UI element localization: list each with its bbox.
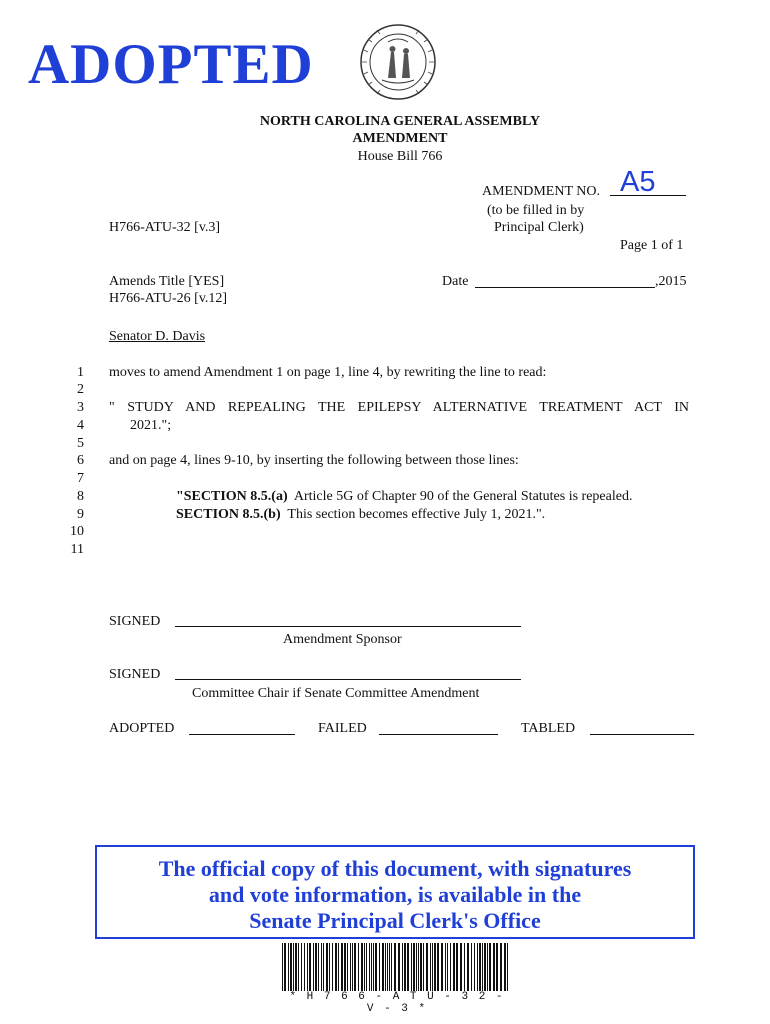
line-number: 5 [77,436,84,451]
barcode-bar [332,943,333,991]
barcode-bar [288,943,289,991]
barcode-bar [379,943,380,991]
barcode-bar [507,943,508,991]
barcode-bar [373,943,374,991]
barcode-text: * H 7 6 6 - A T U - 3 2 - V - 3 * [289,991,505,1015]
barcode-bar [500,943,502,991]
barcode-bar [504,943,506,991]
barcode-bar [479,943,481,991]
chair-caption: Committee Chair if Senate Committee Amendment [192,686,480,701]
line-number: 4 [77,418,84,433]
barcode-bar [389,943,390,991]
tabled-label: TABLED [521,721,576,736]
barcode-bar [315,943,317,991]
amendment-no-label: AMENDMENT NO. [482,184,600,199]
barcode-bar [464,943,465,991]
barcode-bar [282,943,283,991]
state-seal-icon [358,22,438,102]
barcode-bar [456,943,458,991]
adopted-stamp: ADOPTED [28,33,314,96]
barcode-bar [493,943,495,991]
date-year: ,2015 [655,274,687,289]
barcode-bar [371,943,372,991]
barcode-bar [304,943,305,991]
barcode-bar [477,943,478,991]
sponsor-name: Senator D. Davis [109,329,206,344]
body-line-3: " STUDY AND REPEALING THE EPILEPSY ALTERNATIVE TREATMENT ACT IN [109,400,689,415]
section-heading-b: SECTION 8.5.(b) [176,507,281,522]
barcode-bar [413,943,415,991]
barcode-bar [489,943,491,991]
barcode-bar [407,943,409,991]
barcode-bar [423,943,424,991]
date-label: Date [442,274,469,289]
header-assembly: NORTH CAROLINA GENERAL ASSEMBLY [259,114,541,129]
barcode-bar [471,943,472,991]
tabled-line [590,734,694,735]
barcode-bar [295,943,297,991]
barcode-bar [375,943,377,991]
barcode-bar [364,943,365,991]
line-number: 6 [77,453,84,468]
barcode-bar [326,943,328,991]
barcode-bar [318,943,319,991]
barcode-bar [487,943,488,991]
barcode-bar [293,943,294,991]
barcode-bar [398,943,400,991]
barcode-bar [369,943,370,991]
barcode-bar [307,943,308,991]
barcode-bar [344,943,346,991]
adopted-label: ADOPTED [109,721,175,736]
barcode-bar [329,943,330,991]
barcode-bar [354,943,356,991]
barcode-bar [350,943,351,991]
signed-label-1: SIGNED [109,614,161,629]
barcode-bar [416,943,417,991]
document-id-2: H766-ATU-26 [v.12] [109,291,228,306]
barcode-bar [418,943,419,991]
line-number: 1 [77,365,84,380]
body-line-4: 2021."; [130,418,172,433]
barcode-bar [341,943,343,991]
document-id: H766-ATU-32 [v.3] [109,220,221,235]
sponsor-caption: Amendment Sponsor [283,632,402,647]
barcode-bar [450,943,451,991]
barcode-bar [404,943,406,991]
section-heading-a: "SECTION 8.5.(a) [176,489,288,504]
line-number: 3 [77,400,84,415]
barcode-bar [437,943,439,991]
line-number: 11 [70,542,84,557]
barcode-bar [366,943,367,991]
barcode-bar [338,943,339,991]
body-line-6: and on page 4, lines 9-10, by inserting the following between those lines: [109,453,519,468]
adopted-line [189,734,295,735]
barcode-bar [420,943,422,991]
sponsor-signature-line [175,626,521,627]
barcode-bar [430,943,431,991]
fill-note-2: Principal Clerk) [494,220,584,235]
date-line [475,287,655,288]
barcode-bar [382,943,384,991]
barcode-bar [391,943,392,991]
barcode-icon [282,943,512,993]
chair-signature-line [175,679,521,680]
barcode-bar [323,943,324,991]
barcode-bar [445,943,446,991]
barcode-bar [309,943,311,991]
barcode-bar [432,943,433,991]
notice-line-2: and vote information, is available in the [208,882,582,907]
line-number: 7 [77,471,84,486]
barcode-bar [411,943,412,991]
notice-line-1: The official copy of this document, with signatures [158,856,632,881]
barcode-bar [447,943,448,991]
barcode-bar [441,943,443,991]
line-number: 10 [70,524,84,539]
barcode-bar [358,943,359,991]
barcode-bar [347,943,348,991]
barcode-bar [301,943,302,991]
body-line-9 [176,506,545,523]
barcode-bar [426,943,428,991]
body-line-1: moves to amend Amendment 1 on page 1, line 4, by rewriting the line to read: [109,365,547,380]
barcode-bar [335,943,337,991]
line-number: 9 [77,507,84,522]
header-amendment: AMENDMENT [352,131,448,146]
barcode-bar [290,943,292,991]
barcode-bar [474,943,475,991]
amendment-number-line [610,195,686,196]
section-text-a: Article 5G of Chapter 90 of the General Statutes is repealed. [293,489,633,504]
barcode-bar [434,943,436,991]
barcode-bar [352,943,353,991]
barcode-bar [321,943,322,991]
barcode-bar [298,943,299,991]
signed-label-2: SIGNED [109,667,161,682]
barcode-bar [284,943,286,991]
barcode-bar [496,943,498,991]
page-indicator: Page 1 of 1 [620,238,684,253]
failed-line [379,734,498,735]
barcode-bar [482,943,483,991]
barcode-bar [361,943,363,991]
fill-note-1: (to be filled in by [487,203,585,218]
barcode-bar [387,943,388,991]
barcode-bar [402,943,403,991]
amendment-number: A5 [620,166,656,198]
barcode-bar [385,943,386,991]
official-copy-notice [95,845,695,939]
barcode-bar [394,943,396,991]
barcode-bar [467,943,469,991]
barcode-bar [313,943,314,991]
section-text-b: This section becomes effective July 1, 2021.". [287,507,546,522]
body-line-8 [176,488,632,505]
barcode-bar [484,943,486,991]
line-number: 8 [77,489,84,504]
notice-line-3: Senate Principal Clerk's Office [249,908,541,933]
barcode-bar [460,943,462,991]
header-bill: House Bill 766 [357,149,443,164]
barcode-bar [453,943,455,991]
failed-label: FAILED [318,721,367,736]
amends-title: Amends Title [YES] [109,274,225,289]
line-number: 2 [77,382,84,397]
